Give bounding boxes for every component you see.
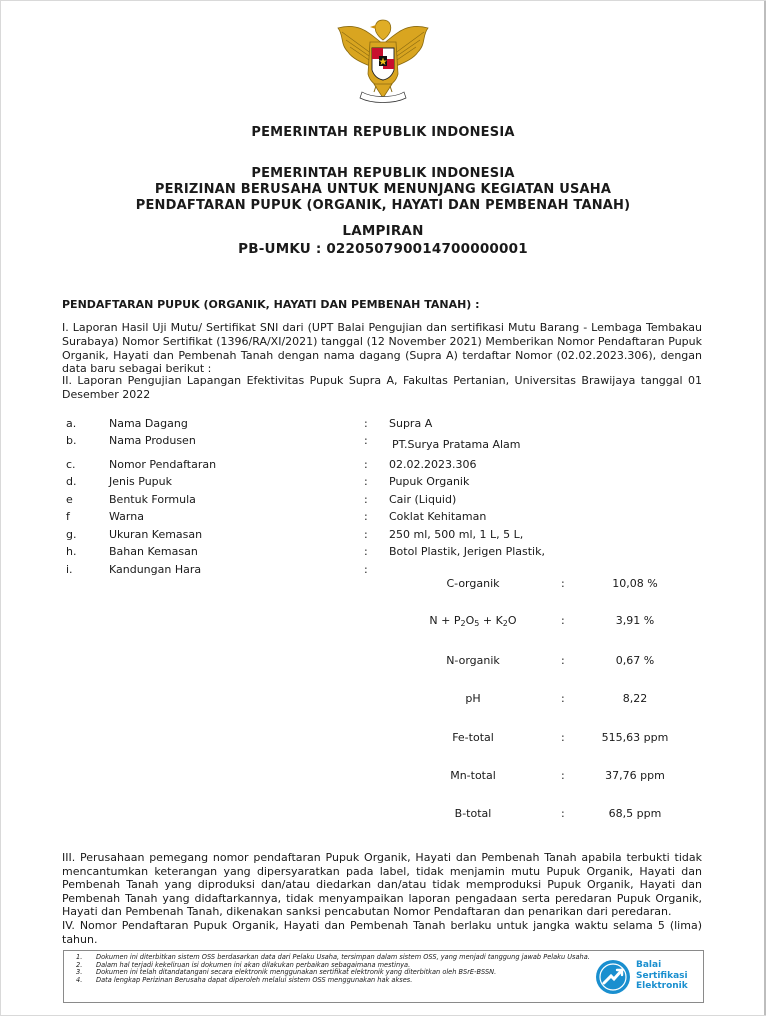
detail-value: Coklat Kehitaman	[389, 510, 487, 523]
detail-label: Nomor Pendaftaran	[109, 458, 217, 471]
bsre-logo-block	[595, 957, 700, 997]
document-heading	[0, 166, 766, 214]
nutrient-value: 68,5 ppm	[608, 807, 662, 820]
nutrient-name: pH	[465, 692, 481, 705]
note-text: Data lengkap Perizinan Berusaha dapat diperoleh melalui sistem OSS menggunakan hak akses.	[96, 975, 413, 984]
nutrient-colon: :	[561, 807, 565, 820]
npk-part: + K	[479, 614, 503, 627]
nutrient-row	[0, 807, 766, 823]
detail-label: Ukuran Kemasan	[109, 528, 203, 541]
detail-row	[0, 458, 766, 472]
detail-value: Cair (Liquid)	[389, 493, 457, 506]
detail-letter: b.	[66, 434, 77, 447]
paragraph-iv: IV. Nomor Pendaftaran Pupuk Organik, Hayati dan Pembenah Tanah berlaku untuk jangka waktu selama 5 (lima) tahun.	[62, 918, 702, 946]
npk-part: O	[465, 614, 475, 627]
lampiran-block	[0, 222, 766, 258]
note-text: Dokumen ini telah ditandatangani secara elektronik menggunakan sertifikat elektronik yang diterbitkan oleh BSrE-BSSN.	[96, 968, 497, 977]
nutrient-name: Fe-total	[452, 731, 494, 744]
detail-label: Bentuk Formula	[109, 493, 196, 506]
npk-sub: 5	[474, 619, 480, 628]
detail-label: Nama Dagang	[109, 417, 188, 430]
detail-colon: :	[364, 493, 368, 506]
footer-disclaimer-box	[63, 950, 704, 1003]
detail-row	[0, 417, 766, 431]
detail-row	[0, 528, 766, 542]
npk-part: N + P	[429, 614, 461, 627]
bsre-line: Balai	[636, 960, 662, 970]
npk-sub: 2	[502, 619, 508, 628]
detail-label: Bahan Kemasan	[109, 545, 198, 558]
nutrient-name: N-organik	[446, 654, 500, 667]
detail-row	[0, 434, 766, 451]
detail-colon: :	[364, 528, 368, 541]
detail-colon: :	[364, 475, 368, 488]
pb-umku-number: PB-UMKU : 022050790014700000001	[238, 241, 528, 257]
nutrient-colon: :	[561, 577, 565, 590]
heading-line: PENDAFTARAN PUPUK (ORGANIK, HAYATI DAN PEMBENAH TANAH)	[135, 198, 631, 213]
detail-colon: :	[364, 417, 368, 430]
detail-value: PT.Surya Pratama Alam	[392, 438, 521, 451]
closing-paragraphs	[62, 851, 702, 946]
detail-letter: h.	[66, 545, 77, 558]
government-title: PEMERINTAH REPUBLIK INDONESIA	[251, 125, 515, 140]
section-title: PENDAFTARAN PUPUK (ORGANIK, HAYATI DAN PEMBENAH TANAH) :	[62, 298, 480, 311]
nutrient-row	[0, 654, 766, 670]
note-text: Dokumen ini diterbitkan sistem OSS berdasarkan data dari Pelaku Usaha, tersimpan dalam sistem OSS, yang menjadi tanggung jawab Pelaku Usaha.	[96, 953, 590, 961]
nutrient-value: 8,22	[622, 692, 648, 705]
detail-label: Nama Produsen	[109, 434, 196, 447]
nutrient-row	[0, 614, 766, 630]
nutrient-value: 0,67 %	[615, 654, 655, 667]
detail-letter: g.	[66, 528, 77, 541]
detail-row	[0, 493, 766, 507]
detail-label: Kandungan Hara	[109, 563, 202, 576]
paragraph-i: I. Laporan Hasil Uji Mutu/ Sertifikat SNI dari (UPT Balai Pengujian dan sertifikasi Mutu Barang - Lembaga Tembakau Surabaya) Nomor Sertifikat (1396/RA/XI/2021) tanggal (12 November 2021) Memberikan Nomor Pendaftaran Pupuk Organik, Hayati dan Pembenah Tanah dengan nama dagang (Supra A) terdaftar Nomor (02.02.2023.306), dengan data baru sebagai berikut :	[62, 321, 702, 376]
nutrient-row	[0, 577, 766, 593]
note-number: 2.	[76, 960, 83, 969]
nutrient-value: 3,91 %	[615, 614, 655, 627]
detail-letter: e	[66, 493, 73, 506]
heading-line: PEMERINTAH REPUBLIK INDONESIA	[251, 166, 515, 181]
nutrient-value: 37,76 ppm	[605, 769, 665, 782]
detail-letter: a.	[66, 417, 77, 430]
detail-colon: :	[364, 563, 368, 576]
detail-colon: :	[364, 458, 368, 471]
note-text: Dalam hal terjadi kekeliruan isi dokumen ini akan dilakukan perbaikan sebagaimana mestinya.	[96, 960, 411, 969]
nutrient-name: Mn-total	[450, 769, 496, 782]
bsre-line: Elektronik	[636, 981, 688, 991]
detail-value: 250 ml, 500 ml, 1 L, 5 L,	[389, 528, 524, 541]
bsre-logo-icon	[595, 959, 631, 995]
lampiran-label: LAMPIRAN	[342, 223, 424, 239]
detail-value: 02.02.2023.306	[389, 458, 477, 471]
detail-value: Pupuk Organik	[389, 475, 470, 488]
garuda-emblem-icon	[330, 14, 436, 106]
nutrient-name: B-total	[454, 807, 492, 820]
nutrient-name: C-organik	[446, 577, 500, 590]
nutrient-name-npk	[400, 614, 546, 628]
detail-value: Botol Plastik, Jerigen Plastik,	[389, 545, 545, 558]
detail-letter: c.	[66, 458, 76, 471]
npk-sub: 2	[460, 619, 466, 628]
paragraph-iii: III. Perusahaan pemegang nomor pendaftaran Pupuk Organik, Hayati dan Pembenah Tanah apabila terbukti tidak mencantumkan keterangan yang dipersyaratkan pada label, tidak menjamin mutu Pupuk Organik, Hayati dan Pembenah Tanah yang diproduksi dan/atau diedarkan dan/atau tidak memproduksi Pupuk Organik, Hayati dan Pembenah Tanah yang didaftarkannya, tidak menyampaikan laporan pengadaan serta peredaran Pupuk Organik, Hayati dan Pembenah Tanah, dikenakan sanksi pencabutan Nomor Pendaftaran dan penarikan dari peredaran.	[62, 851, 702, 919]
detail-row	[0, 510, 766, 524]
detail-row	[0, 563, 766, 577]
nutrient-value: 10,08 %	[612, 577, 658, 590]
nutrient-colon: :	[561, 654, 565, 667]
detail-value: Supra A	[389, 417, 433, 430]
nutrient-row	[0, 769, 766, 785]
nutrient-colon: :	[561, 614, 565, 627]
detail-row	[0, 545, 766, 559]
detail-colon: :	[364, 434, 368, 447]
nutrient-colon: :	[561, 731, 565, 744]
detail-colon: :	[364, 545, 368, 558]
npk-part: O	[507, 614, 517, 627]
detail-letter: f	[66, 510, 70, 523]
paragraph-ii: II. Laporan Pengujian Lapangan Efektivitas Pupuk Supra A, Fakultas Pertanian, Universitas Brawijaya tanggal 01 Desember 2022	[62, 374, 702, 401]
footer-notes-list	[76, 954, 596, 984]
bsre-label	[636, 960, 688, 992]
detail-letter: d.	[66, 475, 77, 488]
detail-label: Jenis Pupuk	[109, 475, 173, 488]
detail-row	[0, 475, 766, 489]
nutrient-value: 515,63 ppm	[601, 731, 669, 744]
heading-line: PERIZINAN BERUSAHA UNTUK MENUNJANG KEGIATAN USAHA	[154, 182, 612, 197]
footer-note	[76, 977, 596, 985]
detail-label: Warna	[109, 510, 144, 523]
nutrient-row	[0, 692, 766, 708]
note-number: 4.	[76, 975, 83, 984]
nutrient-row	[0, 731, 766, 747]
detail-colon: :	[364, 510, 368, 523]
nutrient-colon: :	[561, 769, 565, 782]
note-number: 1.	[76, 953, 83, 961]
detail-letter: i.	[66, 563, 73, 576]
bsre-line: Sertifikasi	[636, 970, 688, 981]
nutrient-colon: :	[561, 692, 565, 705]
note-number: 3.	[76, 968, 83, 977]
